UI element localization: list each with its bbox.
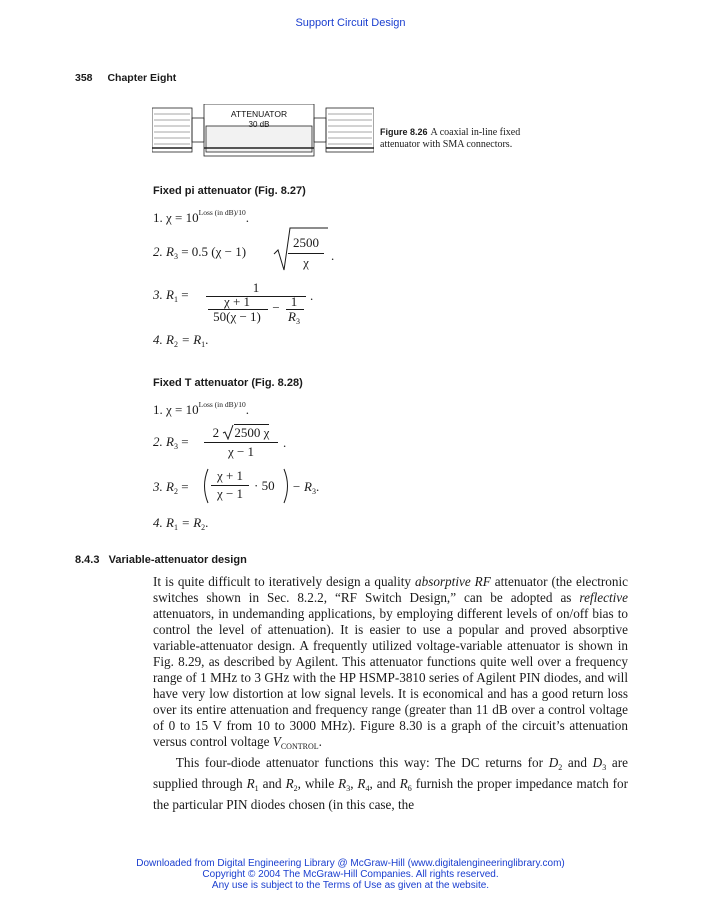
attenuator-label-2: 30 dB [248, 120, 270, 129]
pi-eq-3-minus: − [272, 300, 280, 315]
pi-eq-2-den: χ [303, 255, 309, 270]
tee-eq-1: 1. $\chi = 10^{Loss (in dB)/10}$. [153, 400, 249, 417]
footer-line-3[interactable]: Any use is subject to the Terms of Use as given at the website. [211, 880, 490, 891]
tee-eq-3: 3. $R_2$ = [153, 479, 189, 496]
pi-eq-3: 3. $R_1$ = [153, 287, 189, 304]
tee-eq-3-tail: − $R_3$. [292, 479, 320, 496]
tee-eq-4: 4. $R_1 = R_2$. [153, 515, 209, 532]
tee-eq-2-fracline [204, 442, 278, 443]
tee-eq-3-paren-left [201, 468, 209, 504]
pi-eq-3-num: 1 [252, 280, 260, 295]
tee-eq-2: 2. $R_3$ = [153, 434, 189, 451]
chapter-title: Chapter Eight [107, 72, 177, 84]
attenuator-figure [152, 104, 374, 158]
section-number: 8.4.3 [75, 554, 100, 566]
pi-eq-3-small-num: 1 [290, 294, 298, 309]
tee-heading: Fixed T attenuator (Fig. 8.28) [153, 377, 303, 389]
paragraph-2: This four-diode attenuator functions this way: The DC returns for $D_2$ and $D_3$ are supplied through $R_1$ and $R_2$, while $R_3$, $R_4$, and $R_6$ furnish the proper impedance match for the particular PIN diodes chosen (in this case, the [153, 755, 628, 812]
page-number: 358 [75, 72, 93, 84]
pi-heading: Fixed pi attenuator (Fig. 8.27) [153, 185, 306, 197]
tee-eq-3-num: χ + 1 [216, 468, 244, 483]
tee-eq-2-den: χ − 1 [227, 444, 255, 459]
tee-eq-3-den: χ − 1 [216, 486, 244, 501]
tee-eq-3-times: · 50 [254, 478, 275, 493]
section-title: Variable-attenuator design [108, 554, 247, 566]
pi-eq-1: 1. $\chi = 10^{Loss (in dB)/10}$. [153, 208, 249, 225]
running-head [75, 72, 188, 84]
tee-eq-2-period: . [283, 435, 287, 450]
pi-eq-3-small-den: $R_3$ [288, 309, 300, 326]
pi-eq-2-fracline [288, 253, 324, 254]
tee-eq-2-radical [222, 424, 234, 440]
paragraph-1: It is quite difficult to iteratively design a quality absorptive RF attenuator (the electronic switches shown in Sec. 8.2.2, “RF Switch Design,” can be adopted as reflective attenuators, in undemanding applications, by employing different levels of on/off bias to control the level of attenuation). It is easier to use a popular and proved absorptive variable-attenuator design. A frequently utilized voltage-variable attenuator is shown in Fig. 8.29, as described by Agilent. This attenuator functions quite well over a frequency range of 1 MHz to 3 GHz with the HP HSMP-3810 series of Agilent PIN diodes, and will have very low distortion at low signal levels. It is economical and has a good return loss over its entire attenuation and frequency range (greater than 11 dB over a control voltage of 0 to 15 V from 10 to 3000 MHz). Figure 8.30 is a graph of the circuit’s attenuation versus control voltage $V_{CONTROL}$. [153, 574, 628, 751]
pi-eq-2: 2. $R_3 = 0.5$ (χ − 1) [153, 244, 247, 261]
left-sma-connector [152, 108, 204, 152]
footer-line-2: Copyright © 2004 The McGraw-Hill Companies. All rights reserved. [202, 869, 499, 880]
pi-eq-2-num: 2500 [293, 235, 319, 250]
pi-eq-3-inner-num: χ + 1 [223, 294, 251, 309]
section-body [153, 574, 628, 813]
pi-eq-4: 4. $R_2 = R_1$. [153, 332, 209, 349]
right-sma-connector [314, 108, 374, 152]
footer-line-1[interactable]: Downloaded from Digital Engineering Library @ McGraw-Hill (www.digitalengineeringlibrary.com) [136, 858, 565, 869]
figure-caption [380, 126, 540, 151]
footer [0, 858, 701, 891]
attenuator-label-1: ATTENUATOR [230, 109, 288, 119]
section-heading [75, 554, 247, 566]
caption-label: Figure 8.26 [380, 127, 428, 137]
pi-eq-2-period: . [331, 248, 335, 263]
tee-eq-3-paren-right [283, 468, 291, 504]
tee-eq-2-num: 2 2500 χ [212, 425, 270, 440]
pi-eq-3-inner-den: 50(χ − 1) [213, 309, 261, 324]
top-link[interactable]: Support Circuit Design [295, 17, 406, 29]
caption-text: A coaxial in-line fixed attenuator with SMA connectors. [380, 127, 521, 150]
pi-eq-3-period: . [310, 288, 314, 303]
